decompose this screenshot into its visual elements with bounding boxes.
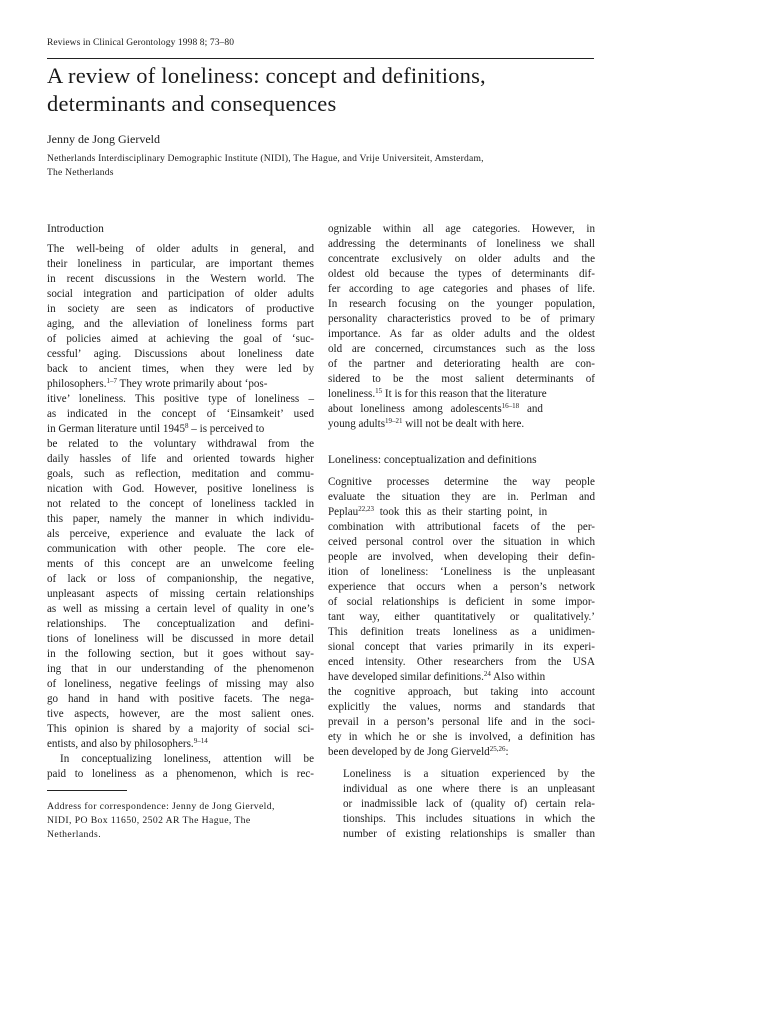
text-fragment: Also within [490, 671, 546, 683]
text-fragment: took this as their starting point, in [373, 506, 548, 518]
text-line: be related to the voluntary withdrawal from the [47, 438, 314, 450]
text-line: This opinion is shared by a majority of social sci- [47, 723, 314, 735]
text-line: This definition treats loneliness as a unidimen- [328, 626, 595, 638]
text-fragment: and [519, 403, 543, 415]
section-heading-conceptualization: Loneliness: conceptualization and definitions [328, 454, 537, 466]
text-line: of the partner and deteriorating health are con- [328, 358, 595, 370]
text-line: ing that in our understanding of the phenomenon [47, 663, 314, 675]
text-line: social integration and participation of older adults [47, 288, 314, 300]
text-line [47, 377, 267, 392]
text-line: this paper, namely the manner in which individu- [47, 513, 314, 525]
text-fragment: will not be dealt with here. [402, 418, 525, 430]
text-line: concentrate exclusively on older adults and the [328, 253, 595, 265]
footnote-line: NIDI, PO Box 11650, 2502 AR The Hague, The [47, 814, 251, 826]
text-line: fer according to age categories and phases of life. [328, 283, 595, 295]
quote-line: Loneliness is a situation experienced by the [343, 768, 595, 780]
text-line: as indicated in the concept of ‘Einsamkeit’ used [47, 408, 314, 420]
reference-superscript: 25,26 [489, 745, 506, 753]
quote-line: individual as one where there is an unpleasant [343, 783, 595, 795]
text-fragment: young adults [328, 418, 386, 430]
text-line: people are involved, when developing their defin- [328, 551, 595, 563]
text-fragment: been developed by de Jong Gierveld [328, 746, 490, 758]
reference-superscript: 19–21 [385, 417, 403, 425]
text-line: daily hassles of life and oriented towards higher [47, 453, 314, 465]
footnote-rule [47, 790, 127, 791]
text-line: ition of loneliness: ‘Loneliness is the unpleasant [328, 566, 595, 578]
reference-superscript: 16–18 [501, 402, 520, 410]
text-line: ments of this concept are an unwelcome feeling [47, 558, 314, 570]
text-line: of loneliness, negative feelings of missing may also [47, 678, 314, 690]
reference-superscript: 8 [185, 422, 189, 430]
text-line: enced intensity. Other researchers from the USA [328, 656, 595, 668]
text-line: ety in which he or she is involved, a definition has [328, 731, 595, 743]
footnote-line: Netherlands. [47, 828, 102, 840]
text-line: explicitly the values, norms and standards that [328, 701, 595, 713]
reference-superscript: 1–7 [106, 377, 117, 385]
text-line: not related to the concept of loneliness tackled in [47, 498, 314, 510]
text-line: experience that occurs when a person’s network [328, 581, 595, 593]
text-line: tant way, either quantitatively or qualitatively.’ [328, 611, 595, 623]
text-line: communication with other people. The core ele- [47, 543, 314, 555]
article-title [47, 62, 607, 118]
reference-superscript: 24 [483, 670, 491, 678]
text-line: of social relationships is deficient in some impor- [328, 596, 595, 608]
text-line: The well-being of older adults in general, and [47, 243, 314, 255]
text-fragment: It is for this reason that the literature [382, 388, 547, 400]
text-line [328, 505, 547, 520]
quote-line: or inadmissible lack of (quality of) certain rela- [343, 798, 595, 810]
text-line: goals, such as reflection, meditation and commu- [47, 468, 314, 480]
text-line: importance. As far as older adults and the oldest [328, 328, 595, 340]
correspondence-footnote [47, 800, 314, 841]
section-heading-introduction: Introduction [47, 223, 104, 235]
text-line: tions of loneliness will be discussed in more detail [47, 633, 314, 645]
text-line [328, 387, 547, 402]
text-line [328, 417, 524, 432]
text-line [328, 402, 543, 417]
text-line: ceived personal control over the situation in which [328, 536, 595, 548]
text-line: paid to loneliness as a phenomenon, which is rec- [47, 768, 314, 780]
text-fragment: philosophers. [47, 378, 107, 390]
author-name: Jenny de Jong Gierveld [47, 132, 160, 146]
text-fragment: They wrote primarily about ‘pos- [116, 378, 268, 390]
text-line [328, 670, 545, 685]
text-line: sidered to be the most salient determinants of [328, 373, 595, 385]
journal-reference: Reviews in Clinical Gerontology 1998 8; 73–80 [47, 38, 235, 48]
text-fragment: about loneliness among adolescents [328, 403, 502, 415]
text-line: cessful’ aging. Discussions about loneliness date [47, 348, 314, 360]
text-line [328, 745, 509, 760]
text-fragment: loneliness. [328, 388, 376, 400]
text-line: In conceptualizing loneliness, attention will be [60, 753, 314, 765]
text-line: in the following section, but it goes without say- [47, 648, 314, 660]
text-line: als perceive, experience and evaluate the lack of [47, 528, 314, 540]
text-line: of lack or loss of companionship, the negative, [47, 573, 314, 585]
text-line: in society are seen as indicators of productive [47, 303, 314, 315]
text-line: In research focusing on the younger population, [328, 298, 595, 310]
text-line: back to ancient times, when they were led by [47, 363, 314, 375]
title-line-1: A review of loneliness: concept and definitions, [47, 63, 486, 88]
text-line: of policies aimed at achieving the goal of ‘suc- [47, 333, 314, 345]
reference-superscript: 9–14 [193, 737, 208, 745]
affiliation-line-1: Netherlands Interdisciplinary Demographic Institute (NIDI), The Hague, and Vrije Universiteit, Amsterdam, [47, 153, 484, 164]
text-line: personality characteristics proved to be of primary [328, 313, 595, 325]
text-line: ognizable within all age categories. However, in [328, 223, 595, 235]
text-line: evaluate the situation they are in. Perlman and [328, 491, 595, 503]
quote-line: number of existing relationships is smaller than [343, 828, 595, 840]
text-line: tive aspects, however, are the most salient ones. [47, 708, 314, 720]
title-line-2: determinants and consequences [47, 91, 337, 116]
text-line: as well as missing a certain level of quality in one’s [47, 603, 314, 615]
reference-superscript: 15 [375, 387, 383, 395]
text-line: nication with God. However, positive loneliness is [47, 483, 314, 495]
text-line: go hand in hand with positive facets. The nega- [47, 693, 314, 705]
text-line: Cognitive processes determine the way people [328, 476, 595, 488]
text-line: unpleasant aspects of missing certain relationships [47, 588, 314, 600]
text-line: their loneliness in particular, are important themes [47, 258, 314, 270]
text-line [47, 422, 264, 437]
author-affiliation [47, 152, 607, 179]
text-fragment: entists, and also by philosophers. [47, 738, 194, 750]
text-fragment: – is perceived to [188, 423, 265, 435]
header-rule [47, 58, 594, 59]
reference-superscript: 22,23 [358, 505, 374, 513]
text-fragment: in German literature until 1945 [47, 423, 186, 435]
text-line: relationships. The conceptualization and defini- [47, 618, 314, 630]
affiliation-line-2: The Netherlands [47, 166, 114, 178]
text-fragment: have developed similar definitions. [328, 671, 484, 683]
text-line: oldest old because the types of determinants dif- [328, 268, 595, 280]
footnote-line: Address for correspondence: Jenny de Jong Gierveld, [47, 801, 275, 812]
text-line: addressing the determinants of loneliness we shall [328, 238, 595, 250]
text-line [47, 737, 208, 752]
text-line: the cognitive approach, but taking into account [328, 686, 595, 698]
text-line: combination with attributional facets of the per- [328, 521, 595, 533]
text-line: in recent discussions in the Western world. The [47, 273, 314, 285]
text-line: itive’ loneliness. This positive type of loneliness – [47, 393, 314, 405]
quote-line: tionships. This includes situations in which the [343, 813, 595, 825]
text-fragment: : [505, 746, 509, 758]
text-line: old are concerned, circumstances such as the loss [328, 343, 595, 355]
text-line: sional concept that varies primarily in its experi- [328, 641, 595, 653]
text-line: aging, and the alleviation of loneliness forms part [47, 318, 314, 330]
text-line: prevail in a person’s personal life and in the soci- [328, 716, 595, 728]
text-fragment: Peplau [328, 506, 359, 518]
